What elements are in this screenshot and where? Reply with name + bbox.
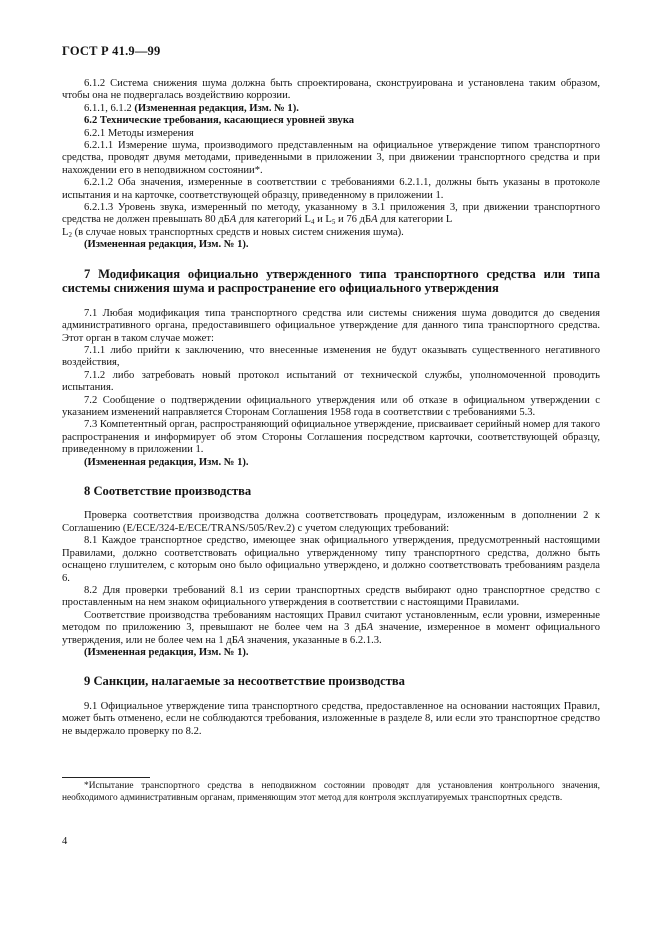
unit-a: А [371, 214, 378, 226]
paragraph-9-1: 9.1 Официальное утверждение типа транспортного средства, предоставленное на основании настоящих Правил, может быть отменено, если не соблюдаются требования, изложенные в разделе 8, или если это транспортное средство не выдержало проверку по 8.2. [62, 700, 600, 737]
paragraph-7-1-2: 7.1.2 либо затребовать новый протокол испытаний от технической службы, уполномоченной проводить испытания. [62, 369, 600, 394]
paragraph-6-2-1: 6.2.1 Методы измерения [84, 127, 194, 139]
paragraph-6-2-1-3 [62, 202, 600, 239]
section-6-2-title: 6.2 Технические требования, касающиеся уровней звука [84, 115, 355, 127]
unit-a: А [237, 634, 245, 646]
subscript: 5 [331, 218, 336, 227]
text-run: для категории L [377, 214, 453, 226]
page-number: 4 [62, 836, 68, 847]
paragraph-7-1-1: 7.1.1 либо прийти к заключению, что внесенные изменения не будут оказывать существенного негативного воздействия, [62, 344, 600, 369]
amendment-text: (Измененная редакция, Изм. № 1). [134, 102, 299, 114]
unit-a: А [366, 622, 374, 634]
paragraph-6-1-2: 6.1.2 Система снижения шума должна быть спроектирована, сконструирована и установлена таким образом, чтобы она не подвергалась воздействию коррозии. [62, 78, 600, 102]
amendment-note-6-2: (Измененная редакция, Изм. № 1). [84, 239, 249, 251]
text-run: для категорий L [236, 214, 311, 226]
paragraph-7-3: 7.3 Компетентный орган, распространяющий официальное утверждение, присваивает серийный номер для такого распространения и информирует об этом Стороны Соглашения посредством карточки, соответствующей образцу, приведенному в приложении 1. [62, 419, 600, 456]
paragraph-8-intro: Проверка соответствия производства должна соответствовать процедурам, изложенным в дополнении 2 к Соглашению (E/ECE/324-E/ECE/TRANS/505/Rev.2) с учетом следующих требований: [62, 510, 600, 534]
footnote [62, 781, 600, 804]
section-8-heading: 8 Соответствие производства [84, 483, 252, 498]
text-run: 6.2.1.3 Уровень звука, измеренный по методу, указанному в 3.1 приложения 3, при движении транспортного средства не должен превышать 80 дБ [62, 202, 600, 226]
text-run: и 76 дБ [335, 214, 372, 226]
paragraph-8-1: 8.1 Каждое транспортное средство, имеющее знак официального утверждения, предусмотренный настоящими Правилами, должно соответствовать официально утвержденному типу транспортного средства, должно быть оснащено глушителем, с которым оно было официально утверждено, и должно соответствовать требованиям раздела 6. [62, 535, 600, 584]
category-l: L [62, 226, 69, 238]
amendment-ref: 6.1.1, 6.1.2 [84, 102, 135, 114]
text-run: Соответствие производства требованиям настоящих Правил считают установленным, если уровни, измеренные методом по приложению 3, превышают не более чем на 3 дБ [62, 609, 600, 634]
text-run: значения, указанные в 6.2.1.3. [244, 634, 382, 646]
subscript: 2 [68, 230, 72, 239]
text-run: и L [314, 214, 332, 226]
subscript: 4 [310, 218, 315, 227]
section-7-heading: 7 Модификация официально утвержденного типа транспортного средства или типа системы снижения шума и распространение его официального утверждения [62, 266, 600, 296]
paragraph-6-2-1-1: 6.2.1.1 Измерение шума, производимого представленным на официальное утверждение типом транспортного средства, проводят двумя методами, приведенными в приложении 3, при движении транспортного средства и при нахождении его в неподвижном состоянии*. [62, 140, 600, 176]
amendment-note-7: (Измененная редакция, Изм. № 1). [84, 456, 249, 468]
paragraph-8-2: 8.2 Для проверки требований 8.1 из серии транспортных средств выбирают одно транспортное средство с проставленным на нем знаком официального утверждения в соответствии с настоящими Правилами. [62, 584, 600, 609]
paragraph-7-2: 7.2 Сообщение о подтверждении официального утверждения или об отказе в официальном утверждении с указанием изменений направляется Сторонам Соглашения 1958 года в соответствии с требованиями 5.3. [62, 394, 600, 418]
section-9-heading: 9 Санкции, налагаемые за несоответствие производства [84, 674, 405, 689]
paragraph-8-3 [62, 610, 600, 647]
text-run: (в случае новых транспортных средств и новых систем снижения шума). [71, 226, 404, 238]
footnote-text: *Испытание транспортного средства в неподвижном состоянии проводят для установления контрольного значения, необходимого административным органам, применяющим этот метод для контроля эксплуатируемых транспортных средств. [62, 781, 600, 803]
text-run: значение, измеренное в момент официального утверждения, или не более чем на 1 дБ [62, 622, 600, 646]
footnote-divider [62, 777, 150, 778]
document-body [62, 78, 600, 738]
document-code-header: ГОСТ Р 41.9—99 [62, 44, 161, 58]
amendment-note-8: (Измененная редакция, Изм. № 1). [84, 646, 249, 658]
unit-a: А [229, 214, 237, 226]
paragraph-7-1: 7.1 Любая модификация типа транспортного средства или системы снижения шума доводится до сведения административного органа, предоставившего официальное утверждение для данного типа транспортного средства. Этот орган в таком случае может: [62, 307, 600, 344]
paragraph-6-2-1-2: 6.2.1.2 Оба значения, измеренные в соответствии с требованиями 6.2.1.1, должны быть указаны в протоколе испытания и на карточке, соответствующей образцу, приведенному в приложении 1. [62, 177, 600, 201]
amendment-note-6-1 [62, 103, 600, 115]
